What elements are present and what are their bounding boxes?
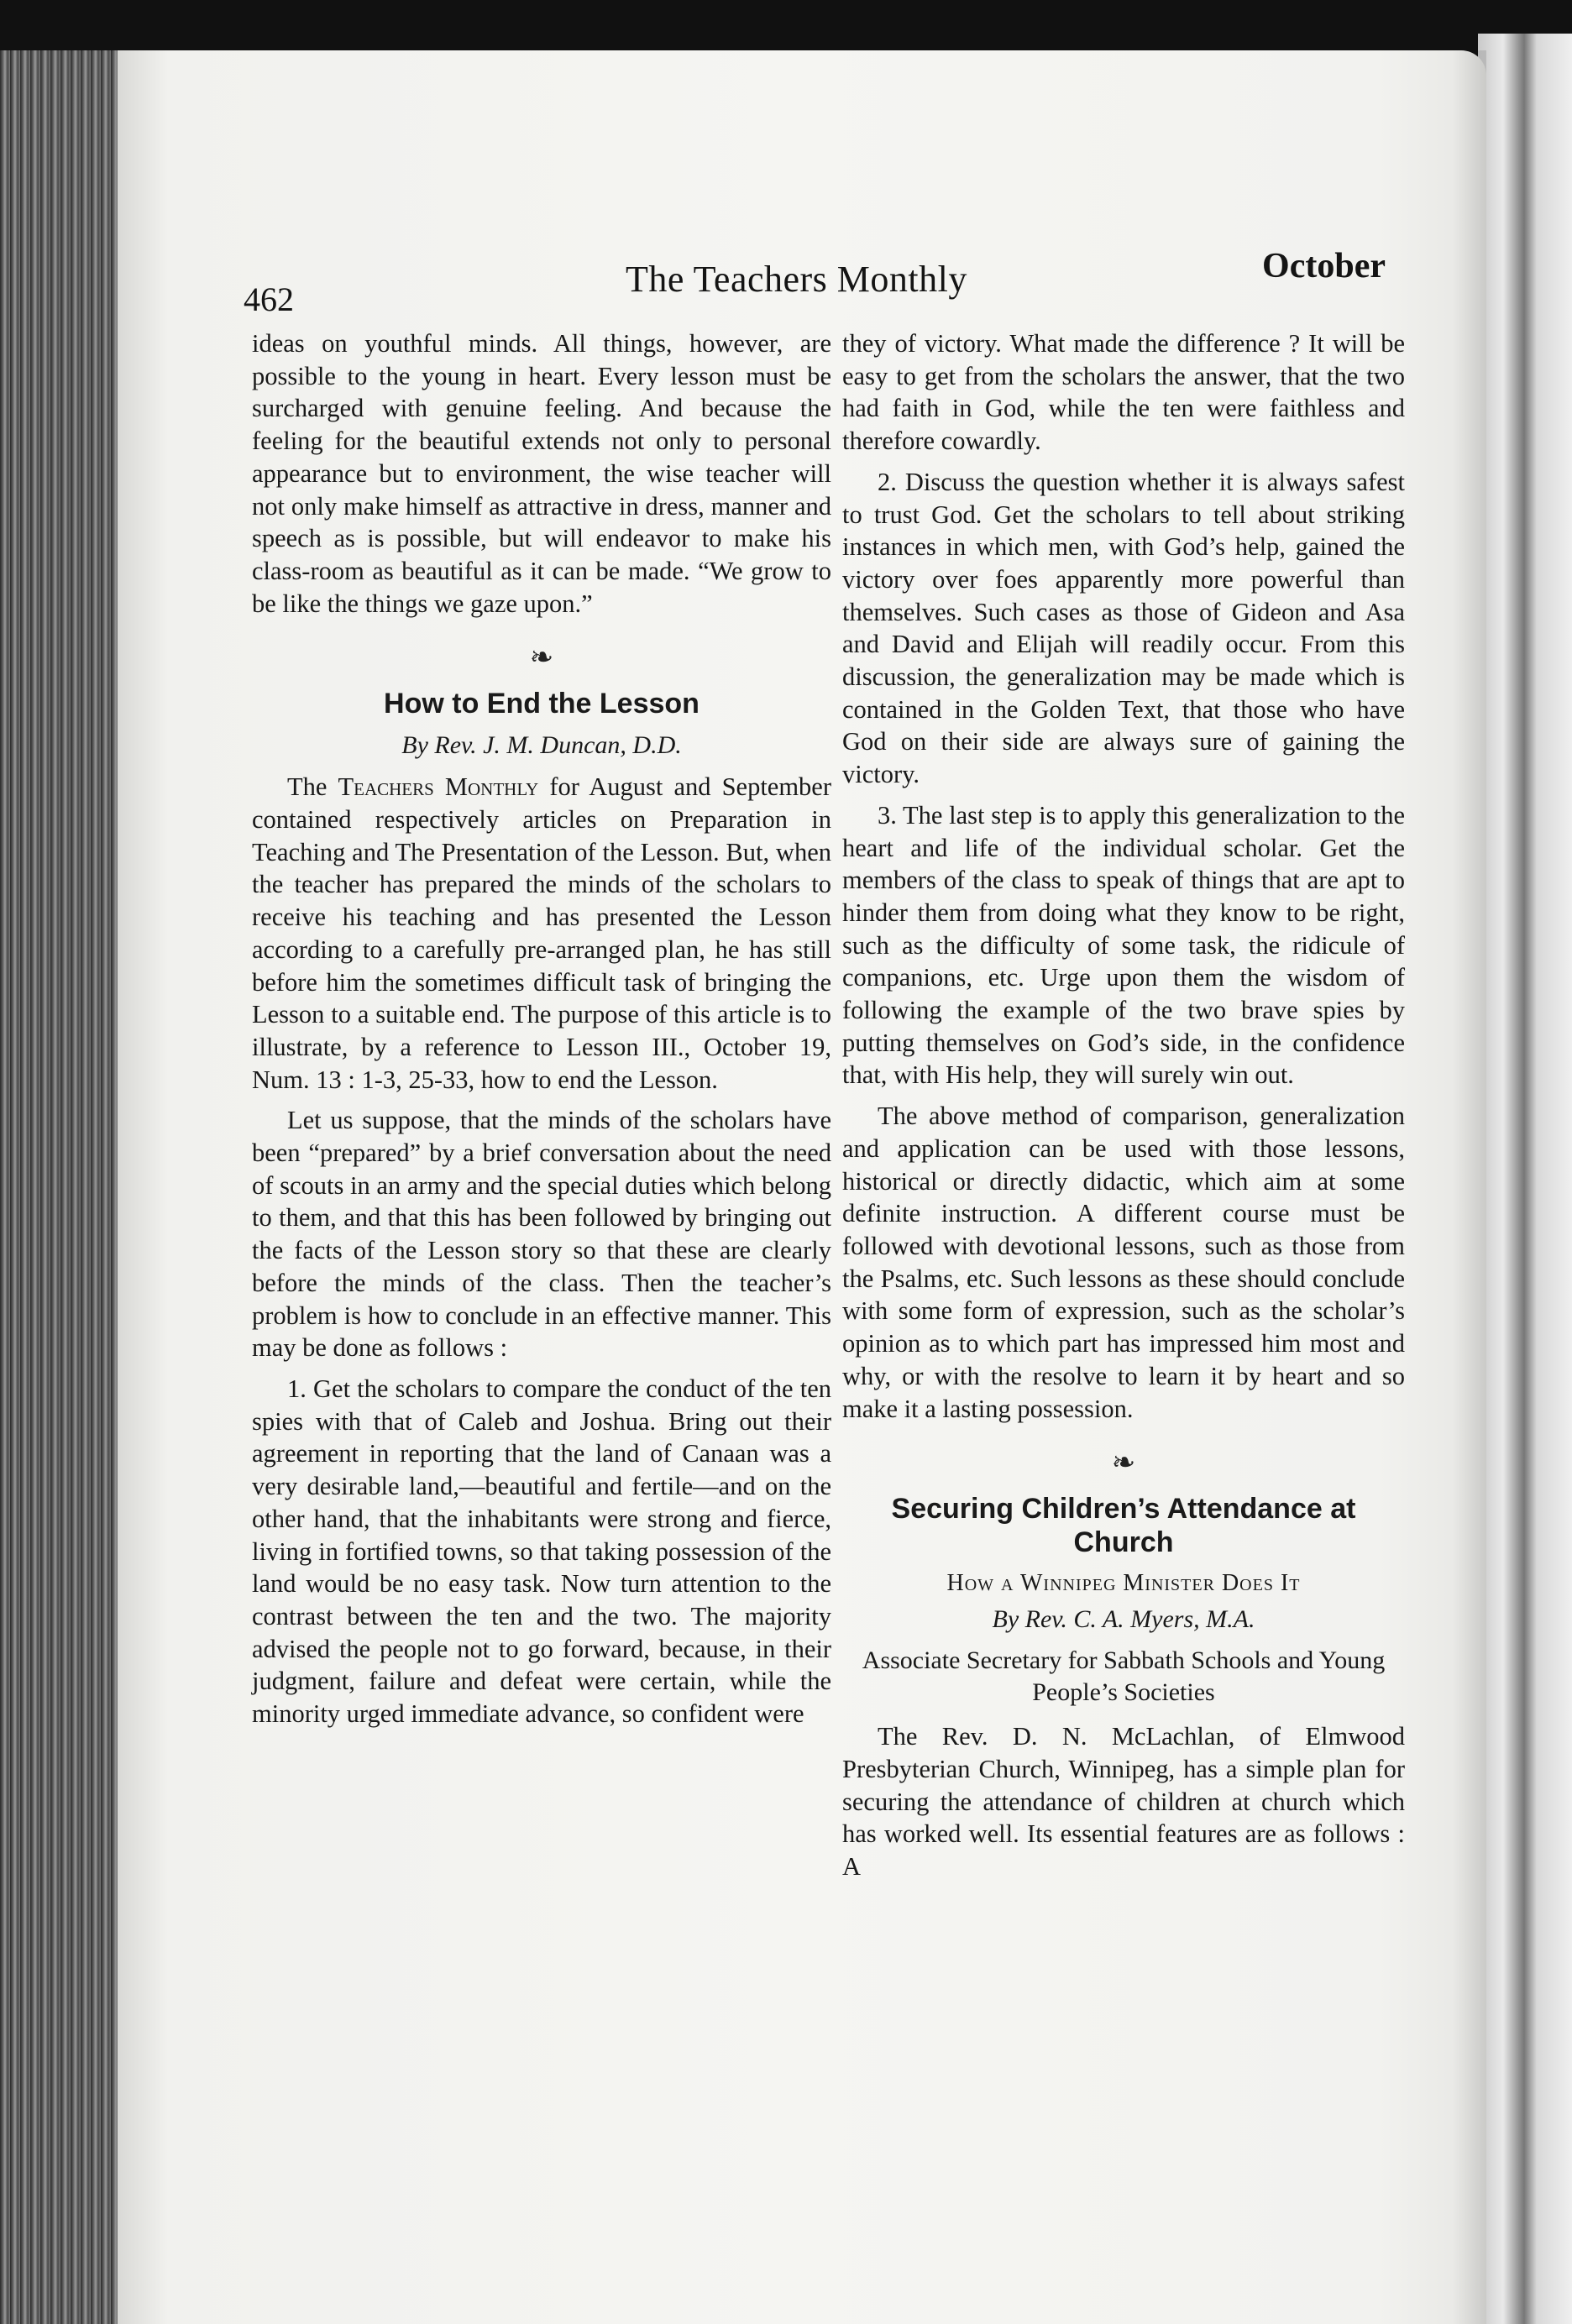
paragraph: The above method of comparison, generalization and application can be used with those lessons, historical or directly didactic, which aim at some definite instruction. A different course must be followed with devotional lessons, such as those from the Psalms, etc. Such lessons as these should conclude with some form of expression, such as the scholar’s opinion as to which part has impressed him most and why, or with the resolve to learn it by heart and so make it a lasting possession. bbox=[842, 1102, 1405, 1423]
running-title: The Teachers Monthly bbox=[626, 259, 967, 300]
next-page-edge bbox=[1478, 34, 1572, 2324]
continued-paragraph: ideas on youthful minds. All things, however, are possible to the young in heart. Every lesson must be surcharged with genuine feeling. And because the feeling for the beautiful extends not only to personal appearance but to environment, the wise teacher will not only make himself as attractive in dress, manner and speech as is possible, but will endeavor to make his class-room as beautiful as it can be made. “We grow to be like the things we gaze upon.” bbox=[252, 329, 831, 618]
paragraph: The Rev. D. N. McLachlan, of Elmwood Presbyterian Church, Winnipeg, has a simple plan for securing the attendance of children at church which has worked well. Its essential features are as follows : A bbox=[842, 1722, 1405, 1882]
paragraph: Let us suppose, that the minds of the scholars have been “prepared” by a brief conversation about the need of scouts in an army and the special duties which belong to them, and that this has been followed by bringing out the facts of the Lesson story so that these are clearly before the minds of the class. Then the teacher’s problem is how to conclude in an effective manner. This may be done as follows : bbox=[252, 1106, 831, 1363]
paragraph-text: for August and September contained respectively articles on Preparation in Teaching and The Presentation of the Lesson. But, when the teacher has prepared the minds of the scholars to receive his teaching and has presented the Lesson according to a carefully pre-arranged plan, he has still before him the sometimes difficult task of bringing the Lesson to a suitable end. The purpose of this article is to illustrate, by a reference to Lesson III., October 19, Num. 13 : 1-3, 25-33, how to end the Lesson. bbox=[252, 772, 832, 1094]
magazine-name: Teachers Monthly bbox=[338, 772, 539, 802]
issue-month: October bbox=[1262, 247, 1386, 285]
paragraph: 2. Discuss the question whether it is always safest to trust God. Get the scholars to tell about striking instances in which men, with God’s help, gained the victory over foes apparently more powerful than themselves. Such cases as those of Gideon and Asa and David and Elijah will readily occur. From this discussion, the generalization may be made which is contained in the Golden Text, that those who have God on their side are always sure of gaining the victory. bbox=[842, 467, 1405, 789]
paragraph-text: The bbox=[287, 772, 328, 802]
left-column bbox=[252, 327, 831, 1730]
right-column bbox=[842, 327, 1405, 1883]
article-heading: How to End the Lesson bbox=[384, 688, 700, 720]
paragraph: 1. Get the scholars to compare the conduct of the ten spies with that of Caleb and Joshua. Bring out their agreement in reporting that the land of Canaan was a very desirable land,—beautiful and fertile—and on the other hand, that the inhabitants were strong and fierce, living in fortified towns, so that taking possession of the land would be no easy task. Now turn attention to the contrast between the ten and the two. The majority advised the people not to go forward, because, in their judgment, failure and defeat were certain, while the minority urged immediate advance, so confident were bbox=[252, 1374, 831, 1729]
section-ornament-icon: ❧ bbox=[529, 642, 554, 674]
article-heading: Securing Children’s Attendance at Church bbox=[891, 1493, 1356, 1559]
page-number: 462 bbox=[244, 280, 294, 318]
page-header bbox=[244, 239, 1386, 318]
article-subheading: How a Winnipeg Minister Does It bbox=[946, 1570, 1301, 1597]
article-byline: By Rev. J. M. Duncan, D.D. bbox=[401, 731, 682, 760]
book-spine bbox=[0, 50, 126, 2324]
continued-paragraph: they of victory. What made the difference ? It will be easy to get from the scholars the answer, that the two had faith in God, while the ten were faithless and therefore cowardly. bbox=[842, 329, 1405, 456]
author-affiliation: Associate Secretary for Sabbath Schools and Young People’s Societies bbox=[862, 1646, 1386, 1707]
section-ornament-icon: ❧ bbox=[1111, 1447, 1136, 1479]
article-byline: By Rev. C. A. Myers, M.A. bbox=[992, 1605, 1255, 1634]
paragraph: 3. The last step is to apply this generalization to the heart and life of the individual scholar. Get the members of the class to speak of things that are apt to hinder them from doing what they know to be right, such as the difficulty of some task, the ridicule of companions, etc. Urge upon them the wisdom of following the example of the two brave spies by putting themselves on God’s side, in the confidence that, with His help, they will surely win out. bbox=[842, 800, 1405, 1090]
paragraph bbox=[252, 771, 831, 1096]
